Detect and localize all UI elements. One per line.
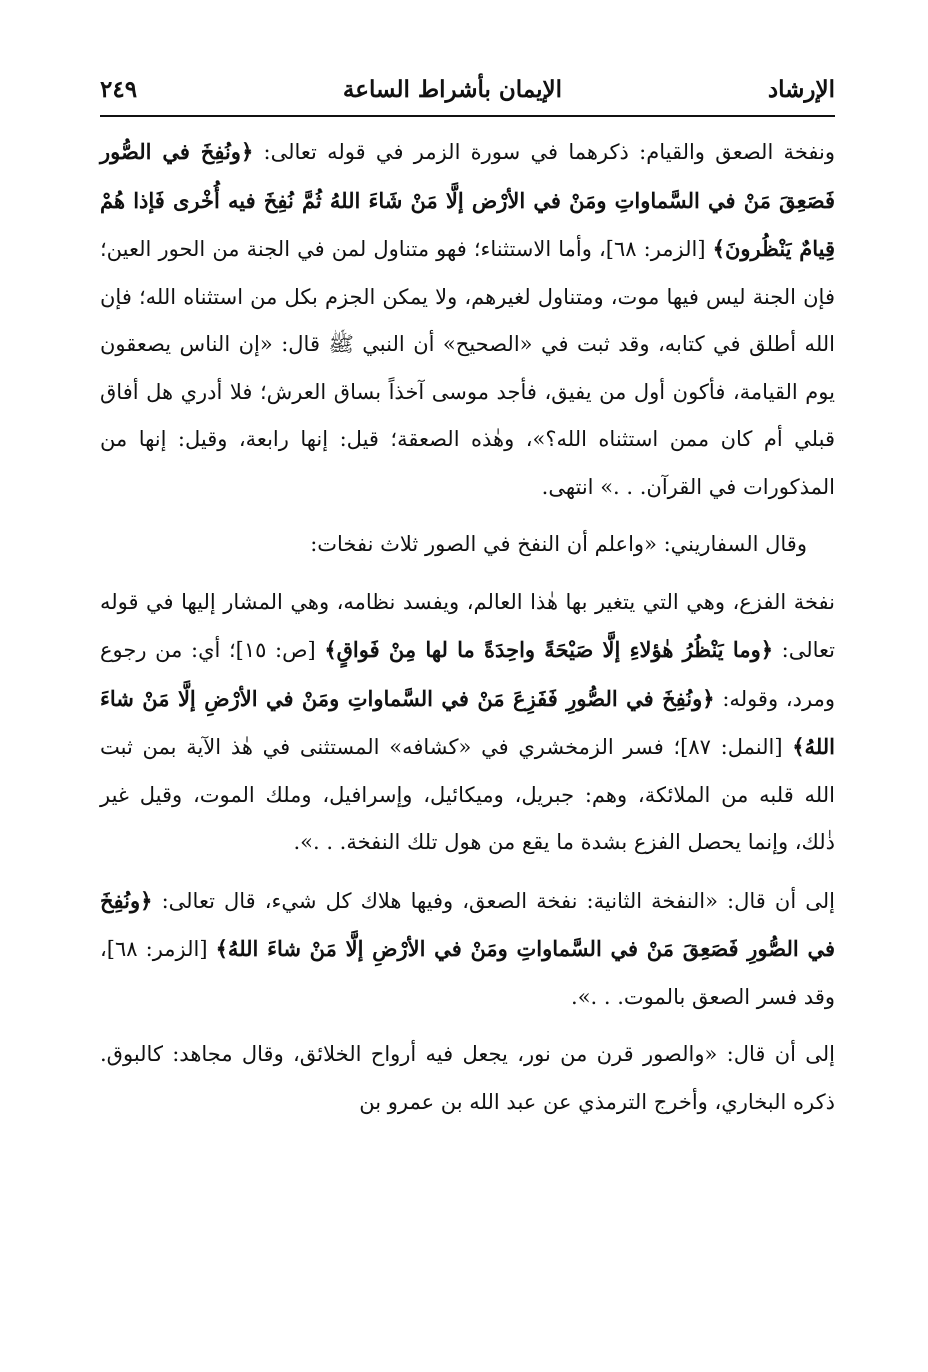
paragraph-1-text-b: [الزمر: ٦٨]، وأما الاستثناء؛ فهو متناول لمن في الجنة من الحور العين؛ فإن الجنة ليس فيها موت، ومتناول لغيرهم، ولا يمكن الجزم بكل من استثناه الله؛ فإن الله أطلق في كتابه، وقد ثبت في «الصحيح» أن النبي ﷺ قال: «إن الناس يصعقون يوم القيامة، فأكون أول من يفيق، فأجد موسى آخذاً بساق العرش؛ فلا أدري هل أفاق قبلي أم كان ممن استثناه الله؟»، وهٰذه الصعقة؛ قيل: إنها رابعة، وقيل: إنها من المذكورات في القرآن. . .» انتهى. <box>100 237 835 499</box>
book-title: الإرشاد <box>767 75 835 103</box>
paragraph-1 <box>100 128 835 511</box>
running-title: الإيمان بأشراط الساعة <box>342 75 563 103</box>
paragraph-2-text: وقال السفاريني: «واعلم أن النفخ في الصور ثلاث نفخات: <box>310 532 807 556</box>
paragraph-3 <box>100 579 835 867</box>
header-rule <box>100 115 835 117</box>
page-body <box>100 128 835 1126</box>
paragraph-5 <box>100 1031 835 1126</box>
paragraph-4-text-b: [الزمر: ٦٨]، وقد فسر الصعق بالموت. . .». <box>100 937 835 1009</box>
paragraph-4 <box>100 877 835 1022</box>
paragraph-5-text: إلى أن قال: «والصور قرن من نور، يجعل فيه أرواح الخلائق، وقال مجاهد: كالبوق. ذكره البخاري، وأخرج الترمذي عن عبد الله بن عمرو بن <box>100 1042 835 1114</box>
running-header <box>100 64 835 114</box>
paragraph-3-text-a: نفخة الفزع، وهي التي يتغير بها هٰذا العالم، ويفسد نظامه، وهي المشار إليها في قوله تعالى: <box>100 589 835 662</box>
paragraph-4-text-a: إلى أن قال: «النفخة الثانية: نفخة الصعق، وفيها هلاك كل شيء، قال تعالى: <box>152 888 835 913</box>
page-number: ٢٤٩ <box>100 75 138 103</box>
quran-verse-sad-15: ﴿وما يَنْظُرُ هٰؤلاءِ إلَّا صَيْحَةً واحِدَةً ما لها مِنْ فَواقٍ﴾ <box>324 637 774 662</box>
quran-verse-zumar-68: ﴿ونُفِخَ في الصُّور فَصَعِقَ مَنْ في السَّماواتِ ومَنْ في الأرْض إلَّا مَنْ شَاءَ اللهُ ثُمَّ نُفِخَ فيه أُخْرى فَإذا هُمْ قِيامٌ يَنْظُرونَ﴾ <box>100 139 836 261</box>
paragraph-2 <box>100 521 835 569</box>
quran-verse-zumar-68-b: ﴿ونُفِخَ في الصُّورِ فَصَعِقَ مَنْ في السَّماواتِ ومَنْ في الأرْضِ إلَّا مَنْ شاءَ اللهُ﴾ <box>100 887 835 961</box>
paragraph-3-text-c: [النمل: ٨٧]؛ فسر الزمخشري في «كشافه» المستثنى في هٰذ الآية بمن ثبت الله قلبه من الملائكة، وهم: جبريل، وميكائيل، وإسرافيل، وملك الموت، وقيل غير ذٰلك، وإنما يحصل الفزع بشدة ما يقع من هول تلك النفخة. . .». <box>100 735 835 854</box>
quran-verse-naml-87: ﴿ونُفِخَ في الصُّورِ فَفَزِعَ مَنْ في السَّماواتِ ومَنْ في الأرْضِ إلَّا مَنْ شاءَ اللهُ﴾ <box>100 685 835 759</box>
paragraph-1-text-a: ونفخة الصعق والقيام: ذكرهما في سورة الزمر في قوله تعالى: <box>253 140 835 164</box>
paragraph-3-text-b: [ص: ١٥]؛ أي: من رجوع ومرد، وقوله: <box>100 638 836 711</box>
